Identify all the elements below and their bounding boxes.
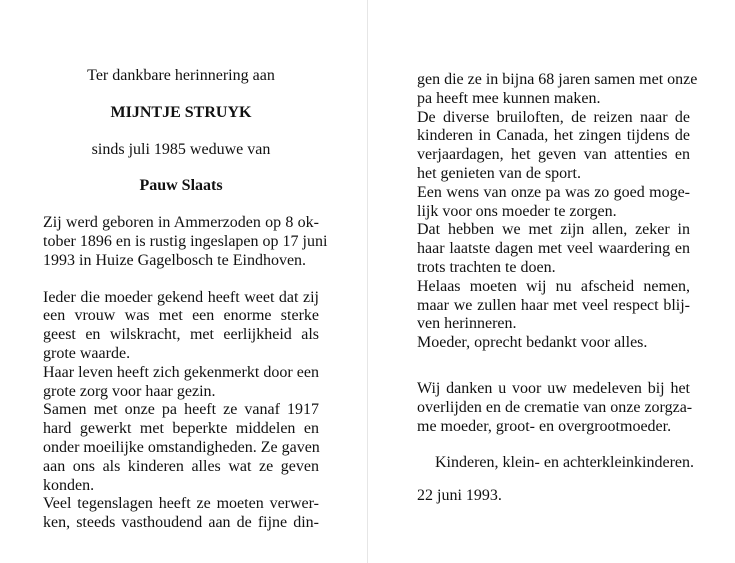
text-line: trots trachten te doen. [417,258,556,276]
thanks-paragraph [417,380,693,436]
birth-paragraph [43,214,328,270]
text-line: geest en wilskracht, met eerlijkheid als [43,326,319,344]
text-line: maar we zullen haar met veel respect blij- [417,296,690,314]
card-fold-line [367,0,368,563]
text-line: Ieder die moeder gekend heeft weet dat zij [43,288,319,306]
right-page [417,71,698,353]
family-signoff: Kinderen, klein- en achterkleinkinderen. [435,454,694,471]
text-line: Een wens van onze pa was zo goed moge- [417,183,690,201]
text-line: ken, steeds vasthoudend aan de fijne din- [43,514,319,532]
text-line: Moeder, oprecht bedankt voor alles. [417,334,648,352]
text-line: aan ons als kinderen alles wat ze geven [43,457,319,475]
text-line: Veel tegenslagen heeft ze moeten verwer- [43,495,319,513]
text-line: Haar leven heeft zich gekenmerkt door een [43,363,319,381]
text-line: me moeder, groot- en overgrootmoeder. [417,417,672,435]
text-line: 1993 in Huize Gagelbosch te Eindhoven. [43,251,307,269]
text-line: het genieten van de sport. [417,164,581,182]
widow-since-text: sinds juli 1985 weduwe van [91,140,271,158]
text-line: lijk voor ons moeder te zorgen. [417,202,617,220]
text-line: een vrouw was met een enorme sterke [43,307,319,325]
text-line: onder moeilijke omstandigheden. Ze gaven [43,438,320,456]
text-line: Dat hebben we met zijn allen, zeker in [417,221,690,239]
text-line: konden. [43,476,95,494]
text-line: Helaas moeten wij nu afscheid nemen, [417,277,690,295]
text-line: De diverse bruiloften, de reizen naar de [417,108,690,126]
text-line: haar laatste dagen met veel waardering en [417,240,690,258]
text-line: Zij werd geboren in Ammerzoden op 8 ok- [43,214,319,232]
text-line: gen die ze in bijna 68 jaren samen met onze [417,71,698,88]
text-line: kinderen in Canada, het zingen tijdens de [417,127,690,145]
text-line: ven herinneren. [417,315,517,333]
text-line: overlijden en de crematie van onze zorgza- [417,398,693,416]
text-line: pa heeft mee kunnen maken. [417,89,601,107]
text-line: Wij danken u voor uw medeleven bij het [417,380,690,397]
text-line: grote waarde. [43,344,131,362]
intro-text: Ter dankbare herinnering aan [87,67,275,84]
deceased-name: MIJNTJE STRUYK [110,103,252,121]
text-line: Samen met onze pa heeft ze vanaf 1917 [43,401,319,419]
left-page [43,67,328,533]
text-line: hard gewerkt met beperkte middelen en [43,420,319,438]
text-line: grote zorg voor haar gezin. [43,382,216,400]
memorial-date: 22 juni 1993. [417,487,502,504]
spouse-name: Pauw Slaats [139,177,223,195]
life-paragraph [43,289,319,533]
text-line: verjaardagen, het geven van attenties en [417,146,690,164]
text-line: tober 1896 en is rustig ingeslapen op 17 juni [43,232,328,250]
